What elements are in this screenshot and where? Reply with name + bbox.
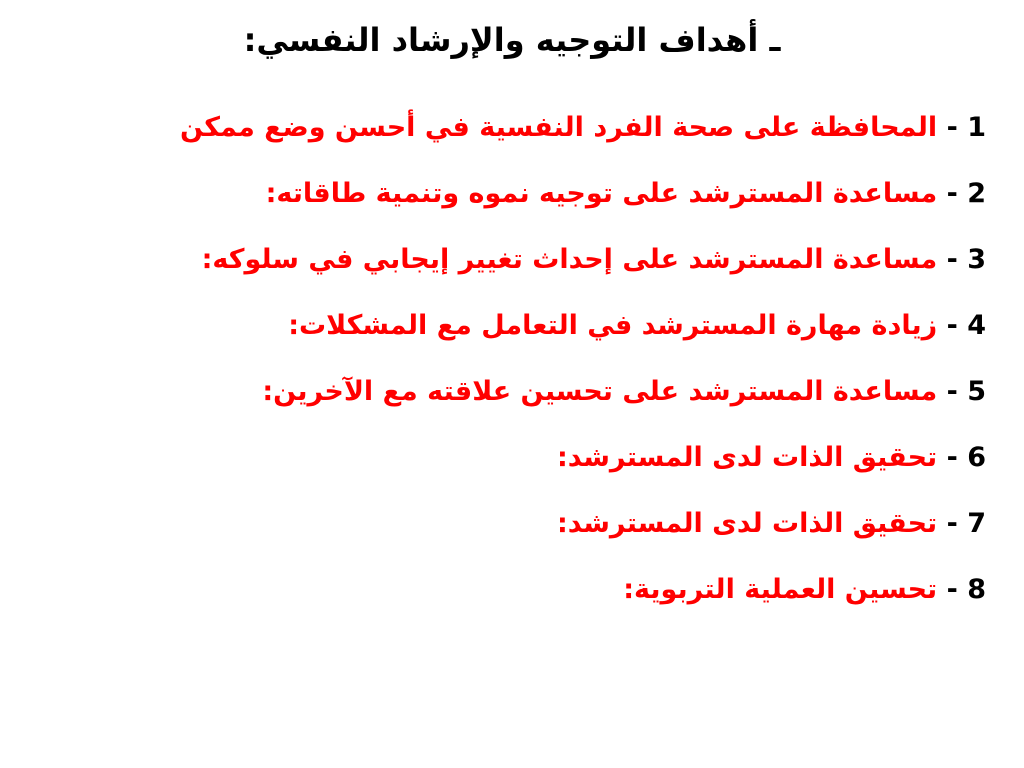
- list-item: [36, 293, 986, 359]
- list-item: [36, 161, 986, 227]
- item-number: 6: [967, 442, 986, 473]
- item-number: 3: [967, 244, 986, 275]
- list-item: [36, 227, 986, 293]
- item-text: مساعدة المسترشد على توجيه نموه وتنمية طاقاته:: [265, 178, 938, 209]
- item-text: مساعدة المسترشد على تحسين علاقته مع الآخرين:: [262, 376, 938, 407]
- item-text: مساعدة المسترشد على إحداث تغيير إيجابي في سلوكه:: [201, 244, 938, 275]
- item-separator: -: [946, 310, 958, 341]
- item-separator: -: [946, 178, 958, 209]
- list-item: [36, 491, 986, 557]
- item-number: 5: [967, 376, 986, 407]
- item-separator: -: [946, 574, 958, 605]
- list-item: [36, 557, 986, 623]
- item-text: تحقيق الذات لدى المسترشد:: [556, 508, 938, 539]
- objectives-list: [36, 95, 986, 623]
- item-text: المحافظة على صحة الفرد النفسية في أحسن وضع ممكن: [180, 112, 938, 143]
- item-separator: -: [946, 244, 958, 275]
- item-separator: -: [946, 442, 958, 473]
- item-number: 4: [967, 310, 986, 341]
- item-number: 7: [967, 508, 986, 539]
- item-separator: -: [946, 376, 958, 407]
- item-separator: -: [946, 508, 958, 539]
- item-text: تحقيق الذات لدى المسترشد:: [556, 442, 938, 473]
- item-separator: -: [946, 112, 958, 143]
- item-text: زيادة مهارة المسترشد في التعامل مع المشكلات:: [288, 310, 938, 341]
- list-item: [36, 95, 986, 161]
- item-text: تحسين العملية التربوية:: [623, 574, 938, 605]
- item-number: 8: [967, 574, 986, 605]
- list-item: [36, 359, 986, 425]
- item-number: 2: [967, 178, 986, 209]
- list-item: [36, 425, 986, 491]
- item-number: 1: [967, 112, 986, 143]
- slide-title: ـ أهداف التوجيه والإرشاد النفسي:: [243, 21, 781, 59]
